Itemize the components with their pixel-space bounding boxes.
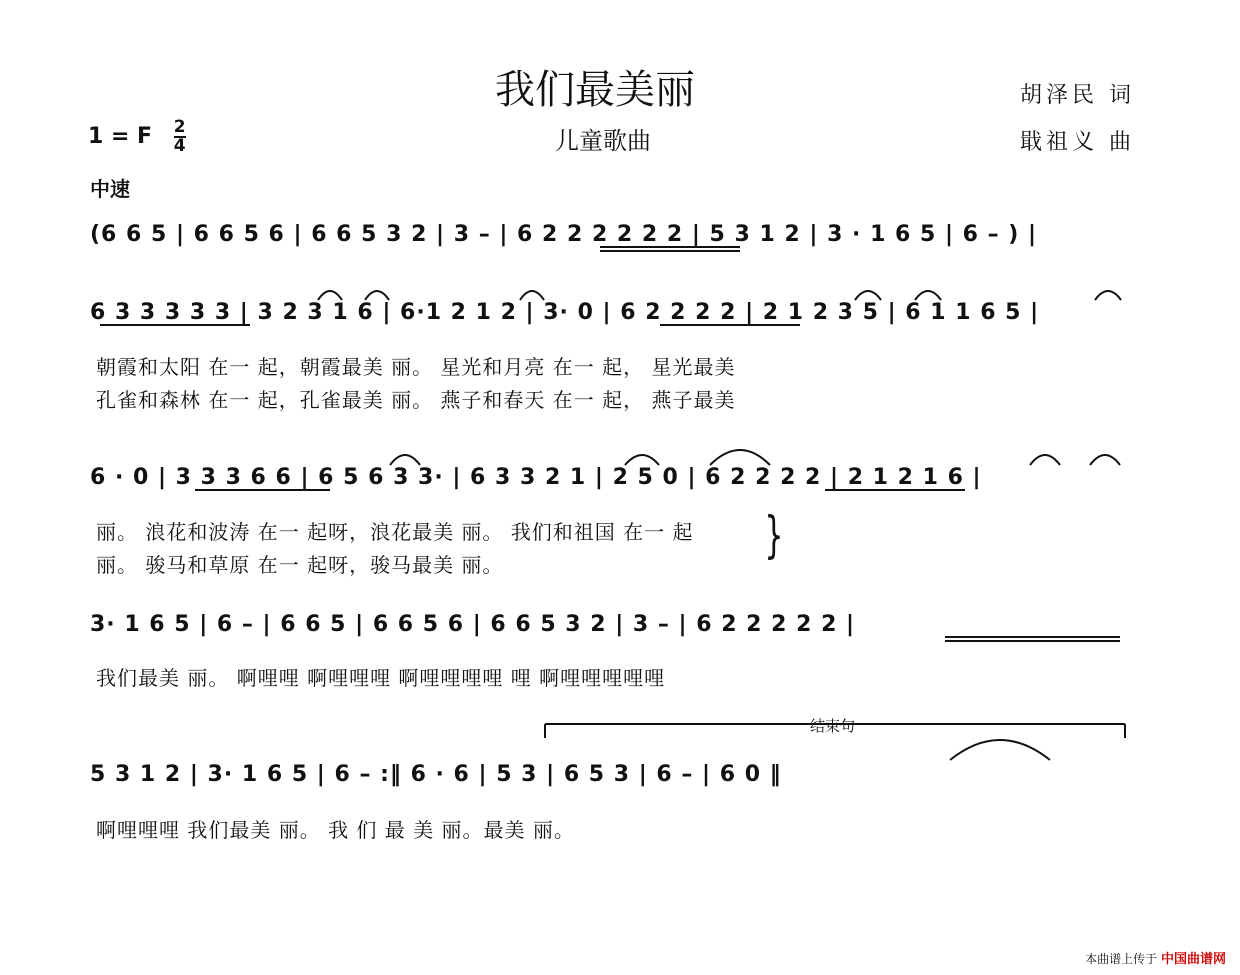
lyric-line-5: 我们最美 丽。 啊哩哩 啊哩哩哩 啊哩哩哩哩 哩 啊哩哩哩哩哩: [96, 666, 666, 690]
slur: [1095, 291, 1121, 300]
composer-credit: 戢祖义 曲: [1020, 130, 1135, 155]
slur: [950, 740, 1050, 760]
key-text: 1 = F: [88, 124, 153, 149]
slur: [520, 291, 544, 300]
lyric-line-4: 丽。 骏马和草原 在一 起呀，骏马最美 丽。: [96, 553, 504, 577]
ending-section-label: 结束句: [810, 717, 856, 735]
lyric-line-6: 啊哩哩哩 我们最美 丽。 我 们 最 美 丽。最美 丽。: [96, 818, 575, 842]
footer-credit: [1085, 948, 1226, 967]
slur: [318, 291, 342, 300]
lyric-line-3: 丽。 浪花和波涛 在一 起呀，浪花最美 丽。 我们和祖国 在一 起: [96, 520, 694, 544]
lyric-line-2: 孔雀和森林 在一 起，孔雀最美 丽。 燕子和春天 在一 起， 燕子最美: [96, 388, 736, 412]
subtitle: 儿童歌曲: [555, 127, 651, 155]
slur: [390, 455, 420, 465]
tempo-marking: 中速: [90, 177, 130, 201]
slur: [1090, 455, 1120, 465]
slur: [625, 455, 659, 465]
notation-row-5: 5 3 1 2 | 3· 1 6 5 | 6 – :‖ 6 · 6 | 5 3 | 6 5 3 | 6 – | 6 0 ‖: [90, 762, 782, 787]
slurs: [318, 291, 1121, 760]
notation-row-1: (6 6 5 | 6 6 5 6 | 6 6 5 3 2 | 3 – | 6 2 2 2 2 2 2 | 5 3 1 2 | 3 · 1 6 5 | 6 – ) |: [90, 222, 1038, 247]
lyricist-credit: 胡泽民 词: [1020, 83, 1135, 108]
footer-site[interactable]: 中国曲谱网: [1160, 952, 1226, 967]
time-top: 2: [173, 117, 186, 137]
time-bottom: 4: [173, 136, 186, 156]
page-title: 我们最美丽: [495, 67, 695, 113]
slur: [915, 291, 941, 300]
slur: [365, 291, 389, 300]
verse-brace: }: [764, 506, 784, 564]
lyric-line-1: 朝霞和太阳 在一 起，朝霞最美 丽。 星光和月亮 在一 起， 星光最美: [96, 355, 736, 379]
footer-prefix: 本曲谱上传于: [1085, 952, 1158, 966]
ending-bracket: [545, 724, 1125, 738]
slur: [855, 291, 881, 300]
slur: [1030, 455, 1060, 465]
notation-row-2: 6 3 3 3 3 3 | 3 2 3 1 6 | 6·1 2 1 2 | 3· 0 | 6 2 2 2 2 | 2 1 2 3 5 | 6 1 1 6 5 |: [90, 300, 1040, 325]
notation-row-4: 3· 1 6 5 | 6 – | 6 6 5 | 6 6 5 6 | 6 6 5 3 2 | 3 – | 6 2 2 2 2 2 |: [90, 612, 856, 637]
slur: [710, 450, 770, 465]
notation-row-3: 6 · 0 | 3 3 3 6 6 | 6 5 6 3 3· | 6 3 3 2 1 | 2 5 0 | 6 2 2 2 2 | 2 1 2 1 6 |: [90, 465, 982, 490]
beam-lines: [100, 247, 1120, 641]
